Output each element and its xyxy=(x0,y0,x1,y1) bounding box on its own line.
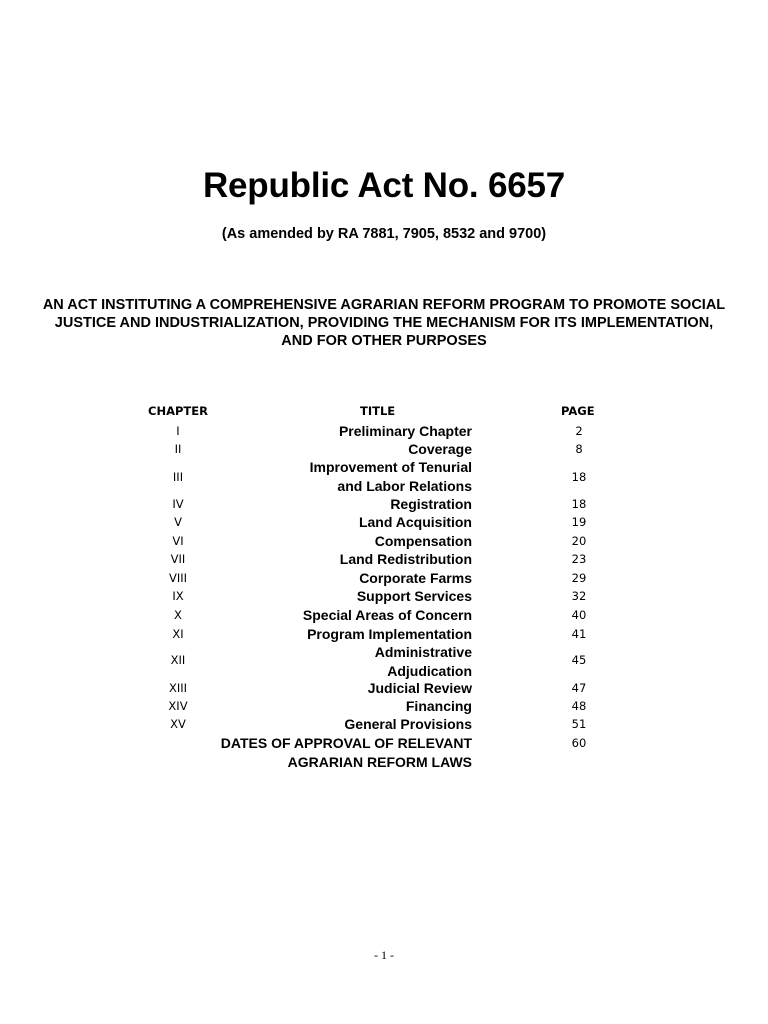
chapter-number: XII xyxy=(170,653,186,667)
chapter-title: Coverage xyxy=(408,441,472,457)
chapter-number: V xyxy=(174,515,182,529)
chapter-title xyxy=(172,734,472,771)
chapter-page: 18 xyxy=(571,470,587,484)
chapter-page: 40 xyxy=(571,608,587,622)
chapter-number: X xyxy=(174,608,182,622)
chapter-number: IX xyxy=(172,589,184,603)
chapter-title: Corporate Farms xyxy=(359,570,472,586)
document-subtitle: (As amended by RA 7881, 7905, 8532 and 9700) xyxy=(221,226,547,242)
toc-header-page: PAGE xyxy=(561,404,595,418)
chapter-number: III xyxy=(172,470,184,484)
chapter-number: XIII xyxy=(168,681,188,695)
chapter-page: 29 xyxy=(571,571,587,585)
chapter-page: 20 xyxy=(571,534,587,548)
chapter-title: General Provisions xyxy=(344,716,472,732)
toc-header-chapter: CHAPTER xyxy=(148,404,208,418)
chapter-page: 45 xyxy=(571,653,587,667)
chapter-title-line: Improvement of Tenurial xyxy=(309,459,472,475)
page-number: - 1 - xyxy=(374,948,394,962)
chapter-title-line: AGRARIAN REFORM LAWS xyxy=(287,753,472,770)
chapter-number: VIII xyxy=(168,571,188,585)
act-title: AN ACT INSTITUTING A COMPREHENSIVE AGRARIAN REFORM PROGRAM TO PROMOTE SOCIAL JUSTICE AND INDUSTRIALIZATION, PROVIDING THE MECHANISM FOR ITS IMPLEMENTATION, AND FOR OTHER PURPOSES xyxy=(42,297,726,349)
chapter-number: VII xyxy=(170,552,186,566)
chapter-title xyxy=(172,458,472,495)
chapter-title: Land Acquisition xyxy=(358,514,472,530)
chapter-title: Land Redistribution xyxy=(339,551,472,567)
chapter-number: IV xyxy=(172,497,184,511)
chapter-title-line: DATES OF APPROVAL OF RELEVANT xyxy=(220,735,472,751)
chapter-page: 18 xyxy=(571,497,587,511)
chapter-title: Support Services xyxy=(356,588,472,604)
chapter-title: Special Areas of Concern xyxy=(302,607,472,623)
chapter-page: 19 xyxy=(571,515,587,529)
chapter-number: VI xyxy=(172,534,184,548)
chapter-page: 32 xyxy=(571,589,587,603)
chapter-title: Judicial Review xyxy=(367,680,472,696)
chapter-page: 51 xyxy=(571,717,587,731)
chapter-title-line: Adjudication xyxy=(387,662,472,679)
chapter-number: XI xyxy=(172,627,184,641)
chapter-number: II xyxy=(174,442,182,456)
chapter-title: Preliminary Chapter xyxy=(338,423,472,439)
chapter-title xyxy=(172,643,472,680)
chapter-title: Financing xyxy=(405,698,472,714)
chapter-number: XV xyxy=(170,717,186,731)
chapter-title: Registration xyxy=(390,496,472,512)
chapter-page: 41 xyxy=(571,627,587,641)
chapter-page: 60 xyxy=(571,736,587,750)
chapter-page: 48 xyxy=(571,699,587,713)
chapter-title-line: Administrative xyxy=(374,644,472,660)
chapter-page: 2 xyxy=(575,424,583,438)
chapter-title-line: and Labor Relations xyxy=(337,477,472,494)
document-title: Republic Act No. 6657 xyxy=(202,166,566,205)
toc-header-title: TITLE xyxy=(360,404,396,418)
chapter-number: I xyxy=(176,424,180,438)
chapter-page: 8 xyxy=(575,442,583,456)
chapter-page: 23 xyxy=(571,552,587,566)
chapter-title: Program Implementation xyxy=(307,626,472,642)
chapter-number: XIV xyxy=(168,699,188,713)
chapter-title: Compensation xyxy=(374,533,472,549)
chapter-page: 47 xyxy=(571,681,587,695)
